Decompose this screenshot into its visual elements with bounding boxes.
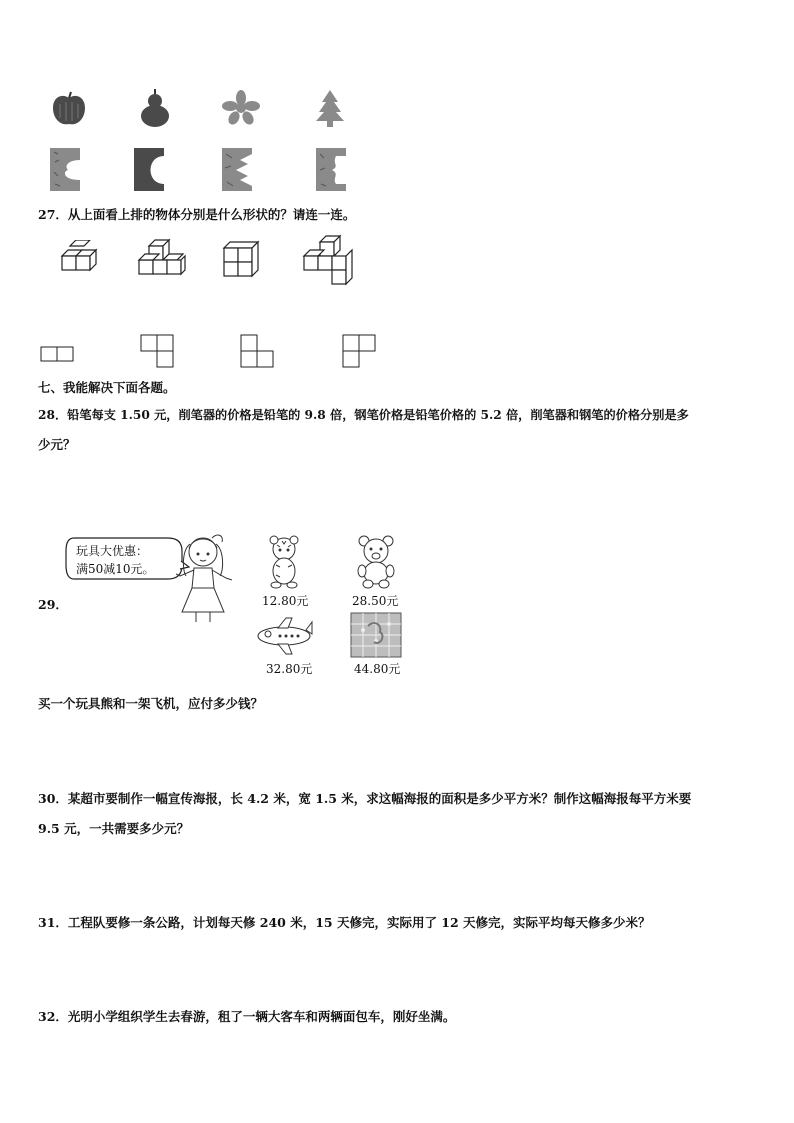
cube-figure-1 xyxy=(56,240,106,288)
apple-shape-icon xyxy=(50,90,88,128)
airplane-toy-icon xyxy=(256,616,314,656)
question-28-line2: 少元？ xyxy=(38,437,76,452)
cutout-shape-1-icon xyxy=(50,148,82,192)
bubble-line-2: 满50减10元。 xyxy=(76,562,155,576)
top-view-option-1 xyxy=(40,346,76,362)
bear-price: 28.50元 xyxy=(352,594,399,608)
girl-illustration xyxy=(172,530,236,626)
cube-figure-2 xyxy=(135,238,191,290)
question-30-line2: 9.5 元，一共需要多少元？ xyxy=(38,821,190,836)
puzzle-toy-icon xyxy=(350,612,402,658)
question-30-line1: 30．某超市要制作一幅宣传海报，长 4.2 米，宽 1.5 米，求这幅海报的面积是多少平方米？制作这幅海报每平方米要 xyxy=(38,791,692,806)
cutout-shape-4-icon xyxy=(316,148,348,192)
tiger-price: 12.80元 xyxy=(262,594,309,608)
puzzle-price: 44.80元 xyxy=(354,662,401,676)
airplane-price: 32.80元 xyxy=(266,662,313,676)
bubble-line-1: 玩具大优惠： xyxy=(76,544,149,558)
cube-figure-4 xyxy=(300,234,358,288)
gourd-shape-icon xyxy=(138,88,172,128)
question-31: 31．工程队要修一条公路，计划每天修 240 米，15 天修完，实际用了 12 天修完，实际平均每天修多少米？ xyxy=(38,915,651,930)
tree-shape-icon xyxy=(313,88,347,128)
top-view-option-3 xyxy=(240,334,276,372)
question-29-number: 29． xyxy=(38,597,68,612)
top-view-option-4 xyxy=(342,334,378,372)
flower-shape-icon xyxy=(222,90,260,126)
question-27: 27．从上面看上排的物体分别是什么形状的？请连一连。 xyxy=(38,207,356,222)
question-32: 32．光明小学组织学生去春游，租了一辆大客车和两辆面包车，刚好坐满。 xyxy=(38,1009,456,1024)
cutout-shape-3-icon xyxy=(222,148,254,192)
question-28-line1: 28．铅笔每支 1.50 元，削笔器的价格是铅笔的 9.8 倍，钢笔价格是铅笔价格的 5.2 倍，削笔器和钢笔的价格分别是多 xyxy=(38,408,689,422)
question-29-text: 买一个玩具熊和一架飞机，应付多少钱？ xyxy=(38,696,264,711)
bear-toy-icon xyxy=(354,535,398,589)
tiger-toy-icon xyxy=(262,535,306,589)
cutout-shape-2-icon xyxy=(134,148,166,192)
top-view-option-2 xyxy=(140,334,176,372)
section-heading: 七、我能解决下面各题。 xyxy=(38,380,176,395)
cube-figure-3 xyxy=(222,240,268,288)
